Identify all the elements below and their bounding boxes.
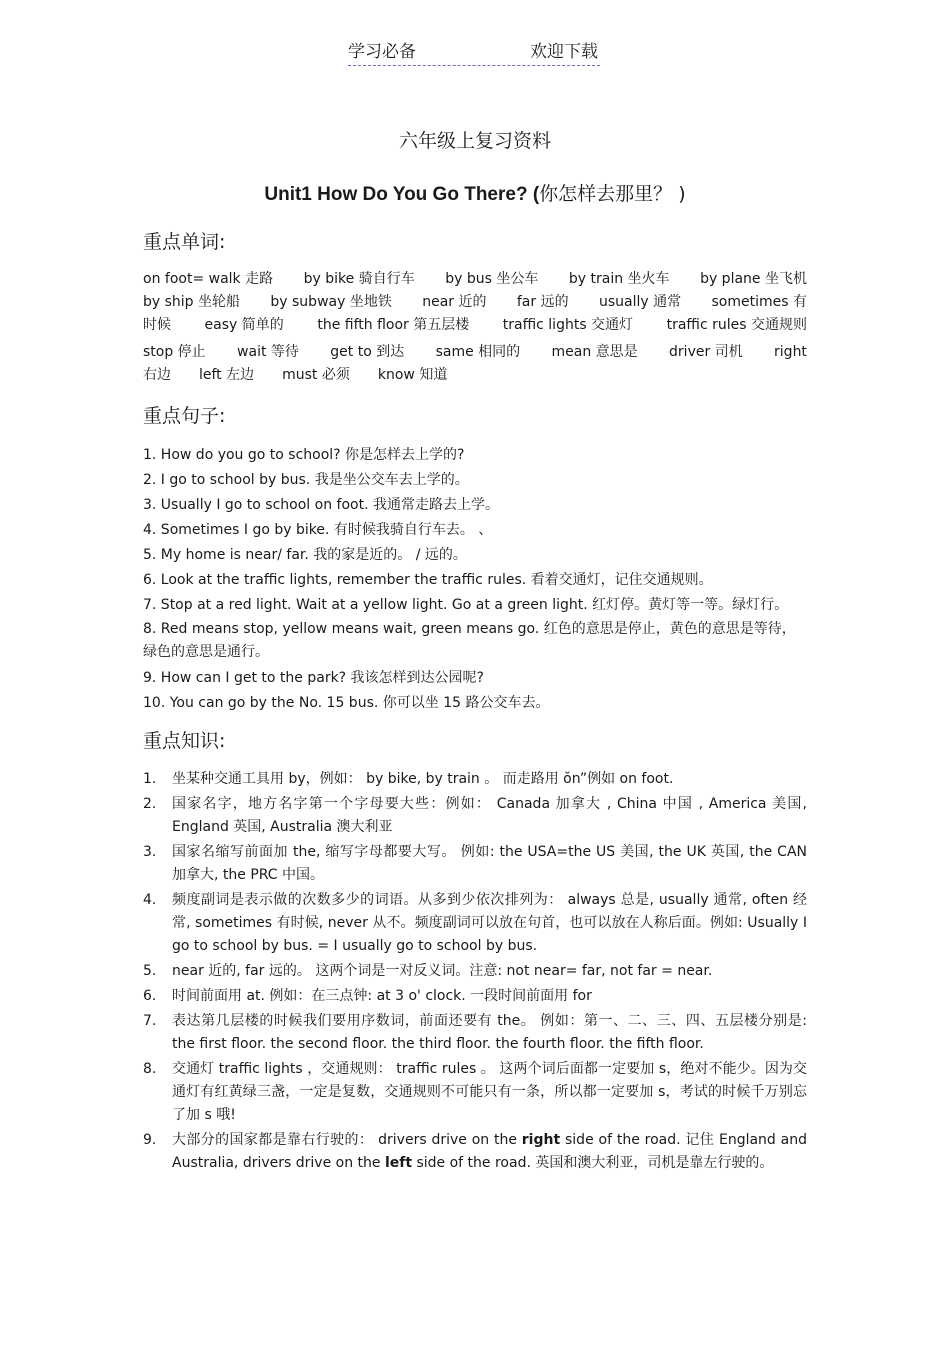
vocab-word: must 必须	[282, 367, 350, 383]
sentence-item: 2. I go to school by bus. 我是坐公交车去上学的。	[143, 472, 469, 488]
item-text: 国家名缩写前面加 the, 缩写字母都要大写。 例如: the USA=the US 美国, the UK 英国, the CAN 加拿大, the PRC 中国。	[172, 844, 807, 883]
vocab-word: same 相同的	[435, 344, 521, 360]
vocab-word: near 近的	[422, 294, 487, 310]
vocab-word: wait 等待	[237, 344, 299, 360]
section-heading-sentences: 重点句子:	[143, 405, 226, 427]
page-header	[348, 41, 600, 66]
vocab-row	[143, 364, 807, 387]
vocab-word: stop 停止	[143, 344, 206, 360]
item-number: 8.	[143, 1061, 157, 1077]
vocab-word: the fifth floor 第五层楼	[317, 317, 470, 333]
knowledge-list	[143, 768, 807, 1177]
vocab-word: easy 简单的	[204, 317, 284, 333]
sentence-item: 4. Sometimes I go by bike. 有时候我骑自行车去。 、	[143, 522, 493, 538]
item-number: 7.	[143, 1013, 157, 1029]
item-number: 9.	[143, 1132, 157, 1148]
knowledge-item	[143, 793, 807, 839]
sentence-item: 1. How do you go to school? 你是怎样去上学的?	[143, 447, 465, 463]
unit-title-english: Unit1 How Do You Go There? (	[264, 184, 540, 205]
vocab-word: driver 司机	[669, 344, 743, 360]
knowledge-item	[143, 841, 807, 887]
item-number: 3.	[143, 844, 157, 860]
knowledge-item	[143, 985, 807, 1008]
sentence-item: 7. Stop at a red light. Wait at a yellow light. Go at a green light. 红灯停。黄灯等一等。绿灯行。	[143, 597, 789, 613]
knowledge-item	[143, 1010, 807, 1056]
vocab-row	[143, 341, 807, 364]
vocab-word: sometimes 有	[711, 294, 807, 310]
vocab-row	[143, 314, 807, 337]
sentence-item: 9. How can I get to the park? 我该怎样到达公园呢?	[143, 670, 484, 686]
item-number: 5.	[143, 963, 157, 979]
vocab-word: on foot= walk 走路	[143, 271, 274, 287]
unit-title	[0, 180, 950, 209]
item-text-part: 大部分的国家都是靠右行驶的： drivers drive on the	[172, 1132, 522, 1148]
item-text: 交通灯 traffic lights ，交通规则： traffic rules 。 这两个词后面都一定要加 s，绝对不能少。因为交通灯有红黄绿三盏，一定是复数，交通规则不可能只有一条，所以都一定要加 s，考试的时候千万别忘了加 s 哦!	[172, 1061, 807, 1123]
vocab-word: mean 意思是	[551, 344, 638, 360]
document-title: 六年级上复习资料	[398, 130, 551, 152]
section-heading-vocab: 重点单词:	[143, 231, 226, 253]
knowledge-item	[143, 889, 807, 958]
knowledge-item	[143, 1058, 807, 1127]
vocab-word: by bike 骑自行车	[303, 271, 415, 287]
sentence-item: 8. Red means stop, yellow means wait, green means go. 红色的意思是停止，黄色的意思是等待，绿色的意思是通行。	[143, 621, 796, 660]
item-number: 6.	[143, 988, 157, 1004]
item-number: 4.	[143, 892, 157, 908]
vocab-word: 时候	[143, 317, 171, 333]
item-text: 国家名字，地方名字第一个字母要大些：例如： Canada 加拿大 , China 中国 , America 美国, England 英国, Australia 澳大利亚	[172, 796, 807, 835]
vocab-word: left 左边	[199, 367, 255, 383]
item-number: 2.	[143, 796, 157, 812]
sentence-list	[143, 443, 807, 716]
vocab-word: far 远的	[516, 294, 569, 310]
sentence-item: 6. Look at the traffic lights, remember the traffic rules. 看着交通灯，记住交通规则。	[143, 572, 713, 588]
vocab-word: traffic lights 交通灯	[502, 317, 634, 333]
knowledge-item	[143, 768, 807, 791]
item-number: 1.	[143, 771, 157, 787]
vocab-word: by train 坐火车	[568, 271, 670, 287]
item-text: 表达第几层楼的时候我们要用序数词，前面还要有 the。 例如：第一、二、三、四、五层楼分别是: the first floor. the second floor. the third floor. the fourth floor. the fifth floor.	[172, 1013, 807, 1052]
vocab-word: get to 到达	[330, 344, 405, 360]
item-text-part: side of the road. 记住 England and Australia, drivers drive on the	[172, 1132, 807, 1171]
item-text: near 近的, far 远的。 这两个词是一对反义词。注意: not near= far, not far = near.	[172, 963, 713, 979]
vocab-word: 右边	[143, 367, 171, 383]
section-heading-knowledge: 重点知识:	[143, 730, 226, 752]
vocab-word: usually 通常	[598, 294, 682, 310]
sentence-item: 3. Usually I go to school on foot. 我通常走路去上学。	[143, 497, 499, 513]
vocab-list	[143, 268, 807, 387]
bold-keyword: left	[384, 1155, 413, 1171]
vocab-word: traffic rules 交通规则	[666, 317, 807, 333]
bold-keyword: right	[521, 1132, 561, 1148]
vocab-word: by plane 坐飞机	[700, 271, 807, 287]
unit-title-chinese: 你怎样去那里？ )	[539, 183, 686, 205]
item-text-part: side of the road. 英国和澳大利亚，司机是靠左行驶的。	[412, 1155, 774, 1171]
header-right-text: 欢迎下载	[530, 42, 598, 62]
header-left-text: 学习必备	[348, 42, 416, 62]
knowledge-item	[143, 960, 807, 983]
vocab-word: know 知道	[377, 367, 448, 383]
vocab-word: by bus 坐公车	[445, 271, 539, 287]
vocab-row	[143, 268, 807, 291]
vocab-row	[143, 291, 807, 314]
vocab-word: right	[774, 344, 807, 360]
knowledge-item	[143, 1129, 807, 1175]
sentence-item: 5. My home is near/ far. 我的家是近的。 / 远的。	[143, 547, 467, 563]
sentence-item: 10. You can go by the No. 15 bus. 你可以坐 15 路公交车去。	[143, 695, 550, 711]
item-text: 坐某种交通工具用 by，例如： by bike, by train 。 而走路用 ŏn”例如 on foot.	[172, 771, 674, 787]
item-text	[172, 1129, 807, 1175]
vocab-word: by ship 坐轮船	[143, 294, 241, 310]
vocab-word: by subway 坐地铁	[270, 294, 392, 310]
item-text: 时间前面用 at. 例如：在三点钟: at 3 o' clock. 一段时间前面用 for	[172, 988, 592, 1004]
item-text: 频度副词是表示做的次数多少的词语。从多到少依次排列为： always 总是, usually 通常, often 经常, sometimes 有时候, never 从不。频度副词可以放在句首，也可以放在人称后面。例如: Usually I go to school by bus. = I usually go to school by bus.	[172, 892, 807, 954]
